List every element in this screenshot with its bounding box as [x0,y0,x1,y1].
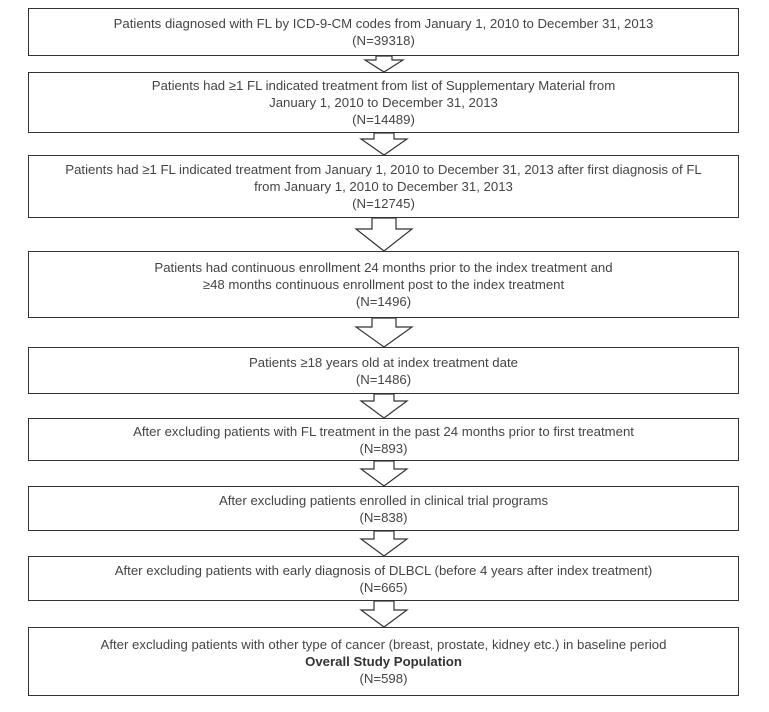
step-4-text-line1: Patients had continuous enrollment 24 months prior to the index treatment and [154,260,613,275]
step-3-text-line2: from January 1, 2010 to December 31, 2013 [254,179,513,194]
step-3-count: (N=12745) [352,196,415,211]
step-2-text-line2: January 1, 2010 to December 31, 2013 [269,95,498,110]
step-7-text: After excluding patients enrolled in clinical trial programs [218,492,549,508]
arrow-2-to-3 [361,133,407,155]
step-9-count: (N=598) [359,671,408,686]
step-5-count: (N=1486) [355,371,412,387]
step-8-text: After excluding patients with early diagnosis of DLBCL (before 4 years after index treatment) [114,562,653,578]
step-2-count: (N=14489) [352,112,415,127]
step-8-count: (N=665) [359,579,408,595]
step-1-text: Patients diagnosed with FL by ICD-9-CM codes from January 1, 2010 to December 31, 2013 [113,16,654,31]
step-5-text: Patients ≥18 years old at index treatment date [249,354,518,370]
arrow-8-to-9 [361,601,407,627]
step-2-text-line1: Patients had ≥1 FL indicated treatment from list of Supplementary Material from [151,78,616,93]
step-6-text: After excluding patients with FL treatment in the past 24 months prior to first treatment [133,423,634,439]
step-9-subtitle: Overall Study Population [305,654,462,669]
arrow-1-to-2 [365,56,403,72]
step-4-count: (N=1496) [355,294,412,309]
step-3-text-line1: Patients had ≥1 FL indicated treatment from January 1, 2010 to December 31, 2013 after first diagnosis of FL [65,162,702,177]
arrow-3-to-4 [356,218,412,251]
arrow-7-to-8 [361,531,407,556]
step-6-count: (N=893) [359,440,408,456]
step-4-text-line2: ≥48 months continuous enrollment post to the index treatment [202,277,565,292]
arrow-4-to-5 [356,318,412,347]
arrow-6-to-7 [361,461,407,486]
arrow-5-to-6 [361,394,407,418]
step-7-count: (N=838) [359,509,408,525]
step-9-text: After excluding patients with other type of cancer (breast, prostate, kidney etc.) in baseline period [100,637,667,652]
step-1-count: (N=39318) [352,33,415,48]
